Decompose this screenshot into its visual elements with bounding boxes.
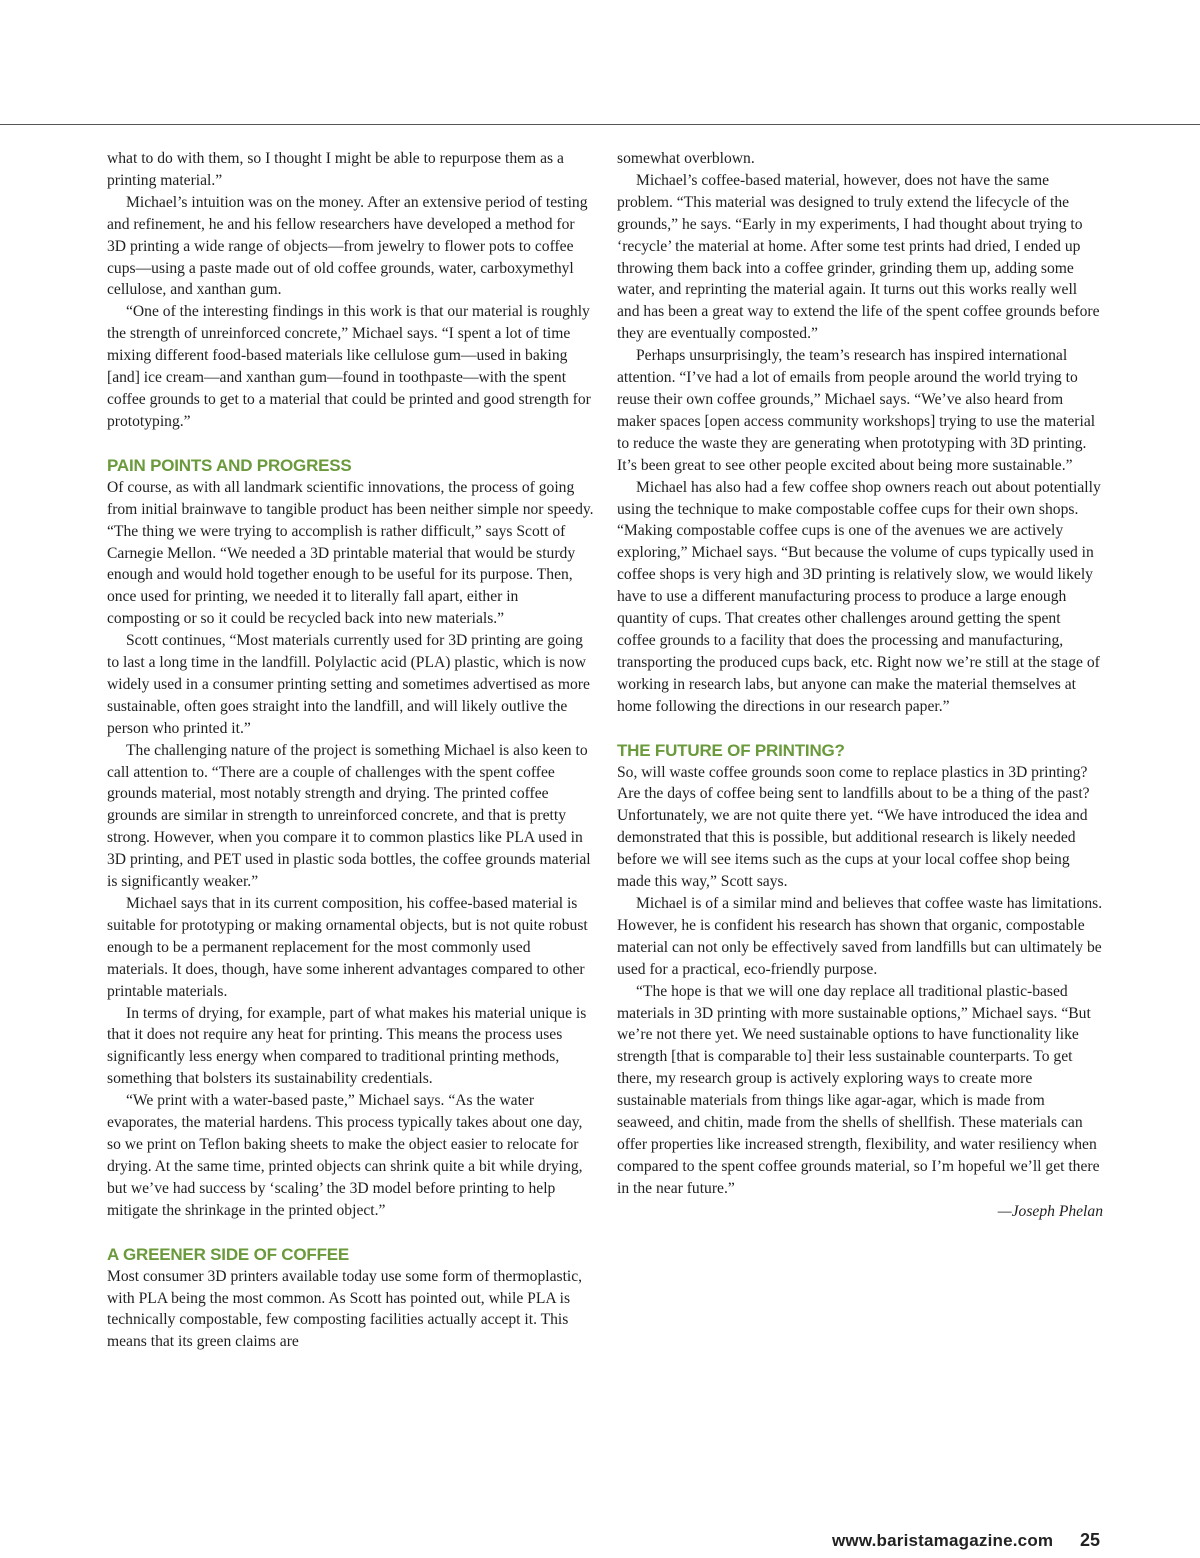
paragraph: In terms of drying, for example, part of what makes his material unique is that it does not require any heat for printing. This means the process uses significantly less energy when compared to traditional printing methods, something that bolsters its sustainability credentials.	[107, 1004, 587, 1088]
paragraph: Michael says that in its current composition, his coffee-based material is suitable for prototyping or making ornamental objects, but is not quite robust enough to be a permanent replacement for the most commonly used materials. It does, though, have some inherent advantages compared to other printable materials.	[107, 895, 588, 1000]
paragraph: “The hope is that we will one day replace all traditional plastic-based materials in 3D printing with more sustainable options,” Michael says. “But we’re not there yet. We need sustainable options to have functionality like strength [that is comparable to] their less sustainable counterparts. To get there, my research group is actively exploring ways to create more sustainable materials from things like agar-agar, which is made from seaweed, and chitin, made from the shells of shellfish. These materials can offer properties like increased strength, flexibility, and water resiliency when compared to the spent coffee grounds material, so I’m hopeful we’ll get there in the near future.”	[617, 982, 1100, 1197]
section-heading-greener-side: A GREENER SIDE OF COFFEE	[107, 1244, 350, 1264]
paragraph: So, will waste coffee grounds soon come to replace plastics in 3D printing? Are the days of coffee being sent to landfills about to be a thing of the past? Unfortunately, we are not quite there yet. “We have introduced the idea and demonstrated that this is possible, but additional research is likely needed before we will see items such as the cups at your local coffee shop being made this way,” Scott says.	[617, 763, 1090, 891]
paragraph: Scott continues, “Most materials currently used for 3D printing are going to last a long time in the landfill. Polylactic acid (PLA) plastic, which is now widely used in a consumer printing setting and sometimes advertised as more sustainable, often goes straight into the landfill, and will likely outlive the person who printed it.”	[107, 632, 590, 737]
paragraph: “We print with a water-based paste,” Michael says. “As the water evaporates, the material hardens. This process typically takes about one day, so we print on Teflon baking sheets to make the object easier to relocate for drying. At the same time, printed objects can shrink quite a bit while drying, but we’ve had success by ‘scaling’ the 3D model before printing to help mitigate the shrinkage in the printed object.”	[107, 1092, 583, 1219]
website-link[interactable]: www.baristamagazine.com	[831, 1531, 1054, 1550]
section-heading-pain-points: PAIN POINTS AND PROGRESS	[107, 455, 352, 475]
author-byline: —Joseph Phelan	[997, 1202, 1103, 1220]
left-column	[107, 148, 595, 1353]
page-footer	[832, 1530, 1100, 1551]
top-rule	[0, 124, 1200, 125]
paragraph: “One of the interesting findings in this work is that our material is roughly the strength of unreinforced concrete,” Michael says. “I spent a lot of time mixing different food-based materials like cellulose gum—used in baking [and] ice cream—and xanthan gum—found in toothpaste—with the spent coffee grounds to get to a material that could be printed and good strength for prototyping.”	[107, 303, 591, 430]
paragraph: Michael is of a similar mind and believes that coffee waste has limitations. However, he is confident his research has shown that organic, compostable material can not only be effectively saved from landfills but can ultimately be used for a practical, eco-friendly purpose.	[617, 895, 1103, 978]
section-heading-future-of-printing: THE FUTURE OF PRINTING?	[617, 740, 845, 760]
paragraph: Perhaps unsurprisingly, the team’s research has inspired international attention. “I’ve had a lot of emails from people around the world trying to reuse their own coffee grounds,” Michael says. “We’ve also heard from maker spaces [open access community workshops] trying to use the material to reduce the waste they are generating when prototyping with 3D printing. It’s been great to see other people excited about being more sustainable.”	[617, 347, 1096, 474]
paragraph: Michael’s coffee-based material, however, does not have the same problem. “This material was designed to truly extend the lifecycle of the grounds,” he says. “Early in my experiments, I had thought about trying to ‘recycle’ the material at home. After some test prints had dried, I ended up throwing them back into a coffee grinder, grinding them up, adding some water, and reprinting the material again. It turns out this works really well and has been a great way to extend the life of the spent coffee grounds before they are eventually composted.”	[617, 171, 1100, 343]
right-column	[617, 148, 1103, 1223]
paragraph: Most consumer 3D printers available today use some form of thermoplastic, with PLA being the most common. As Scott has pointed out, while PLA is technically compostable, few composting facilities actually accept it. This means that its green claims are	[107, 1267, 583, 1351]
paragraph: Of course, as with all landmark scientific innovations, the process of going from initial brainwave to tangible product has been neither simple nor speedy. “The thing we were trying to accomplish is rather difficult,” says Scott of Carnegie Mellon. “We needed a 3D printable material that would be sturdy enough and would hold together enough to be useful for its purpose. Then, once used for printing, we needed it to literally fall apart, either in composting or so it could be recycled back into new materials.”	[107, 478, 594, 628]
paragraph: what to do with them, so I thought I might be able to repurpose them as a printing material.”	[107, 150, 564, 189]
paragraph: Michael has also had a few coffee shop owners reach out about potentially using the technique to make compostable coffee cups for their own shops. “Making compostable coffee cups is one of the avenues we are actively exploring,” Michael says. “But because the volume of cups typically used in coffee shops is very high and 3D printing is relatively slow, we would likely have to use a different manufacturing process to produce a large enough quantity of cups. That creates other challenges around getting the spent coffee grounds to a facility that does the processing and manufacturing, transporting the produced cups back, etc. Right now we’re still at the stage of working in research labs, but anyone can make the material themselves at home following the directions in our research paper.”	[617, 478, 1101, 715]
paragraph: Michael’s intuition was on the money. After an extensive period of testing and refinement, he and his fellow researchers have developed a method for 3D printing a wide range of objects—from jewelry to flower pots to coffee cups—using a paste made out of old coffee grounds, water, carboxymethyl cellulose, and xanthan gum.	[107, 193, 588, 299]
paragraph: The challenging nature of the project is something Michael is also keen to call attention to. “There are a couple of challenges with the spent coffee grounds material, most notably strength and drying. The printed coffee grounds are similar in strength to unreinforced concrete, and that is pretty strong. However, when you compare it to common plastics like PLA used in 3D printing, and PET used in plastic soda bottles, the coffee grounds material is significantly weaker.”	[107, 741, 591, 891]
page-number: 25	[1079, 1530, 1100, 1550]
paragraph: somewhat overblown.	[617, 150, 755, 167]
